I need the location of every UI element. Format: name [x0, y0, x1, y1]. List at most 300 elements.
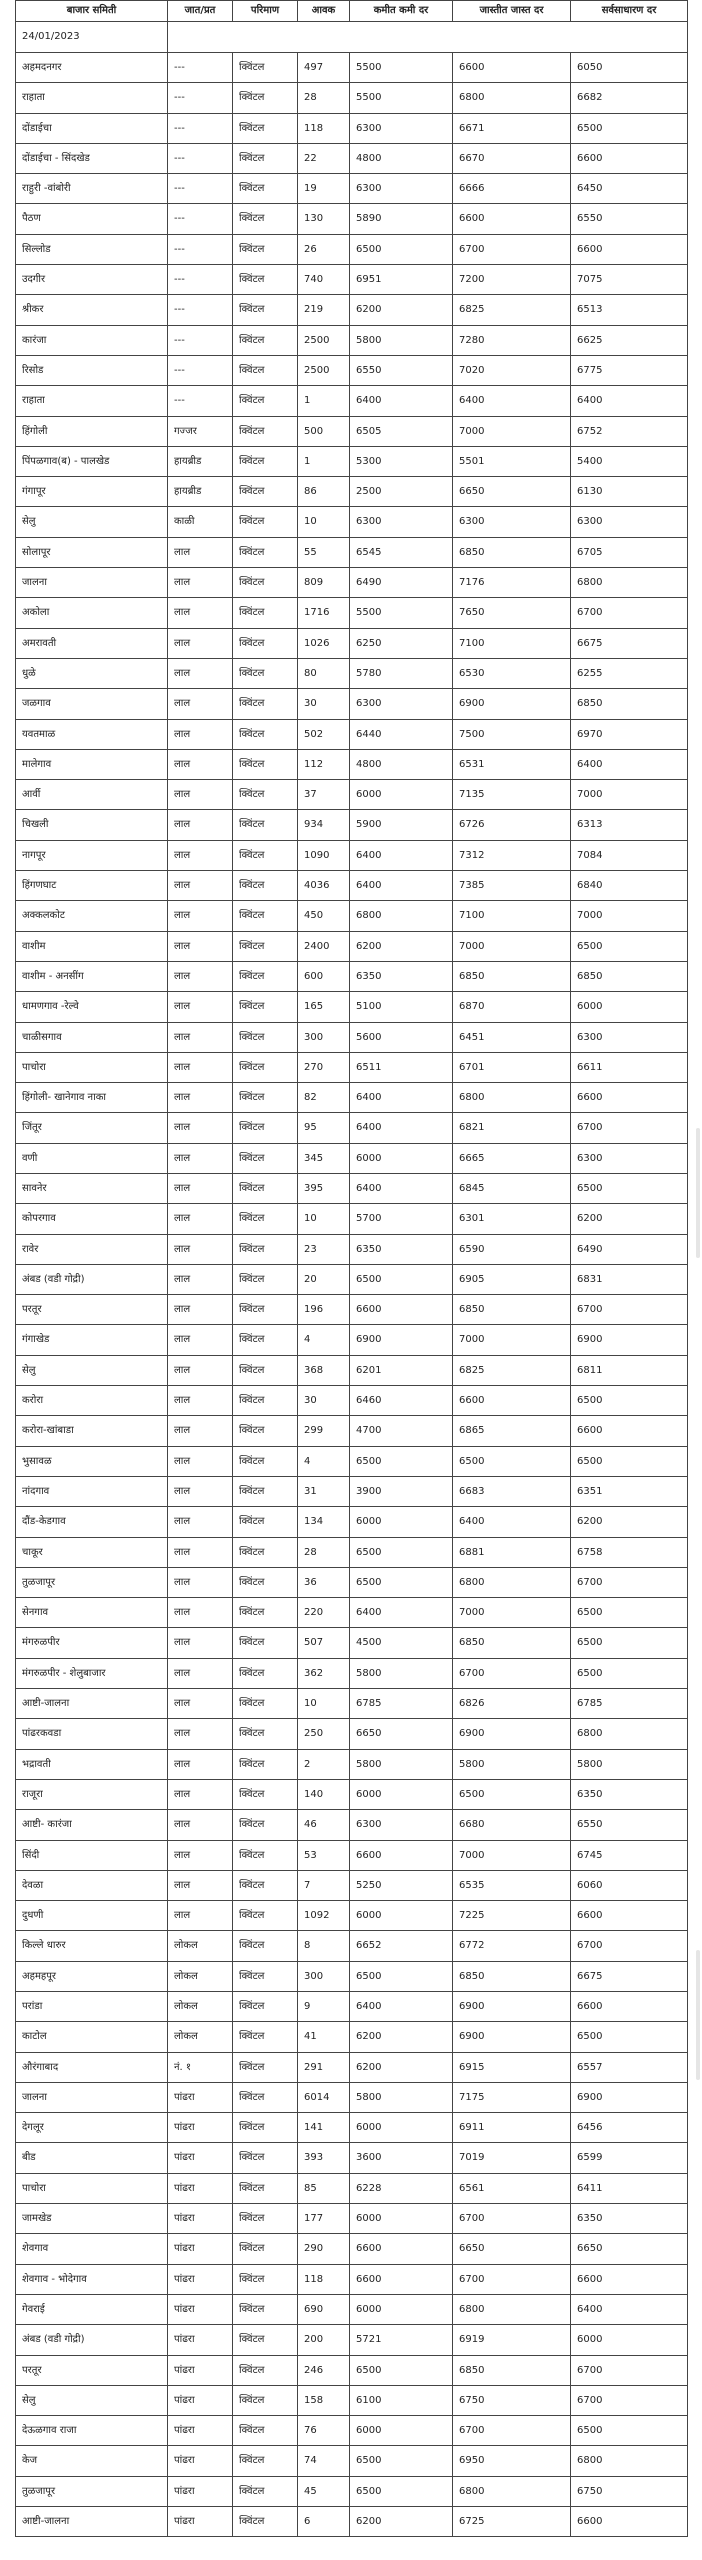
cell-modal-price: 6490	[571, 1234, 688, 1264]
cell-modal-price: 6500	[571, 931, 688, 961]
cell-min-price: 6652	[350, 1931, 453, 1961]
cell-modal-price: 6700	[571, 2355, 688, 2385]
cell-market: मंगरुळपीर - शेलुबाजार	[16, 1658, 168, 1688]
cell-arrival: 7	[298, 1870, 350, 1900]
cell-min-price: 6951	[350, 265, 453, 295]
cell-min-price: 6900	[350, 1325, 453, 1355]
cell-max-price: 6826	[453, 1689, 571, 1719]
table-row	[16, 1961, 688, 1991]
cell-modal-price: 6313	[571, 810, 688, 840]
table-row	[16, 143, 688, 173]
cell-modal-price: 6758	[571, 1537, 688, 1567]
cell-arrival: 300	[298, 1022, 350, 1052]
cell-modal-price: 7075	[571, 265, 688, 295]
table-row	[16, 1992, 688, 2022]
cell-max-price: 6665	[453, 1143, 571, 1173]
cell-market: अंबड (वडी गोद्री)	[16, 2325, 168, 2355]
cell-arrival: 4036	[298, 871, 350, 901]
cell-variety: ---	[168, 355, 233, 385]
cell-variety: लाल	[168, 1779, 233, 1809]
cell-min-price: 6200	[350, 2052, 453, 2082]
table-row	[16, 2113, 688, 2143]
cell-unit: क्विंटल	[233, 1355, 298, 1385]
cell-min-price: 6500	[350, 234, 453, 264]
cell-arrival: 345	[298, 1143, 350, 1173]
cell-min-price: 6511	[350, 1052, 453, 1082]
cell-min-price: 6400	[350, 386, 453, 416]
cell-min-price: 4800	[350, 143, 453, 173]
cell-modal-price: 6350	[571, 1779, 688, 1809]
cell-modal-price: 6200	[571, 1204, 688, 1234]
cell-modal-price: 6500	[571, 113, 688, 143]
cell-market: राहाता	[16, 386, 168, 416]
cell-min-price: 6350	[350, 1234, 453, 1264]
cell-variety: लाल	[168, 1870, 233, 1900]
cell-arrival: 299	[298, 1416, 350, 1446]
table-row	[16, 689, 688, 719]
cell-max-price: 7176	[453, 568, 571, 598]
table-row	[16, 1901, 688, 1931]
cell-min-price: 6200	[350, 931, 453, 961]
cell-arrival: 177	[298, 2204, 350, 2234]
cell-arrival: 8	[298, 1931, 350, 1961]
table-row	[16, 2052, 688, 2082]
cell-min-price: 6000	[350, 780, 453, 810]
cell-variety: लाल	[168, 1204, 233, 1234]
cell-max-price: 6900	[453, 689, 571, 719]
cell-arrival: 55	[298, 537, 350, 567]
cell-unit: क्विंटल	[233, 1476, 298, 1506]
cell-market: राजूरा	[16, 1779, 168, 1809]
table-row	[16, 628, 688, 658]
cell-min-price: 6400	[350, 1113, 453, 1143]
cell-variety: लाल	[168, 1598, 233, 1628]
cell-market: वणी	[16, 1143, 168, 1173]
cell-modal-price: 6500	[571, 1598, 688, 1628]
cell-arrival: 53	[298, 1840, 350, 1870]
table-row	[16, 1446, 688, 1476]
cell-market: जळगाव	[16, 689, 168, 719]
cell-unit: क्विंटल	[233, 1234, 298, 1264]
cell-unit: क्विंटल	[233, 1779, 298, 1809]
cell-min-price: 6000	[350, 2204, 453, 2234]
header-market: बाजार समिती	[16, 1, 168, 22]
cell-variety: लाल	[168, 871, 233, 901]
cell-unit: क्विंटल	[233, 1386, 298, 1416]
scrollbar-thumb-lower[interactable]	[696, 1950, 700, 2080]
cell-modal-price: 6775	[571, 355, 688, 385]
table-row	[16, 1689, 688, 1719]
cell-unit: क्विंटल	[233, 1961, 298, 1991]
table-row	[16, 1719, 688, 1749]
cell-arrival: 28	[298, 83, 350, 113]
cell-modal-price: 6675	[571, 628, 688, 658]
cell-arrival: 10	[298, 1204, 350, 1234]
cell-max-price: 6700	[453, 1658, 571, 1688]
cell-arrival: 1092	[298, 1901, 350, 1931]
cell-market: केज	[16, 2446, 168, 2476]
table-row	[16, 2234, 688, 2264]
cell-modal-price: 6800	[571, 2446, 688, 2476]
cell-min-price: 6440	[350, 719, 453, 749]
cell-modal-price: 6500	[571, 1658, 688, 1688]
cell-variety: हायब्रीड	[168, 446, 233, 476]
cell-min-price: 6500	[350, 1567, 453, 1597]
cell-min-price: 6400	[350, 1598, 453, 1628]
cell-arrival: 118	[298, 113, 350, 143]
cell-min-price: 6650	[350, 1719, 453, 1749]
cell-variety: पांढरा	[168, 2173, 233, 2203]
cell-market: परतूर	[16, 2355, 168, 2385]
cell-unit: क्विंटल	[233, 1658, 298, 1688]
cell-unit: क्विंटल	[233, 2234, 298, 2264]
cell-modal-price: 6500	[571, 1386, 688, 1416]
cell-modal-price: 6611	[571, 1052, 688, 1082]
cell-variety: लाल	[168, 931, 233, 961]
table-row	[16, 1658, 688, 1688]
cell-market: रावेर	[16, 1234, 168, 1264]
cell-arrival: 19	[298, 174, 350, 204]
cell-modal-price: 7000	[571, 901, 688, 931]
cell-market: धामणगाव -रेल्वे	[16, 992, 168, 1022]
cell-variety: पांढरा	[168, 2264, 233, 2294]
cell-unit: क्विंटल	[233, 1022, 298, 1052]
cell-variety: गज्जर	[168, 416, 233, 446]
cell-market: पैठण	[16, 204, 168, 234]
cell-modal-price: 6900	[571, 1325, 688, 1355]
cell-min-price: 2500	[350, 477, 453, 507]
cell-min-price: 5300	[350, 446, 453, 476]
cell-max-price: 6670	[453, 143, 571, 173]
cell-unit: क्विंटल	[233, 2082, 298, 2112]
table-row	[16, 2022, 688, 2052]
cell-max-price: 7225	[453, 1901, 571, 1931]
cell-min-price: 5800	[350, 1749, 453, 1779]
cell-arrival: 134	[298, 1507, 350, 1537]
cell-max-price: 6911	[453, 2113, 571, 2143]
cell-unit: क्विंटल	[233, 1870, 298, 1900]
table-row	[16, 1598, 688, 1628]
cell-max-price: 6700	[453, 2204, 571, 2234]
cell-arrival: 2500	[298, 325, 350, 355]
cell-arrival: 934	[298, 810, 350, 840]
cell-market: आष्टी-जालना	[16, 1689, 168, 1719]
cell-arrival: 10	[298, 1689, 350, 1719]
cell-modal-price: 6400	[571, 749, 688, 779]
cell-unit: क्विंटल	[233, 749, 298, 779]
cell-modal-price: 6600	[571, 1083, 688, 1113]
table-row	[16, 1628, 688, 1658]
cell-modal-price: 6752	[571, 416, 688, 446]
cell-unit: क्विंटल	[233, 2355, 298, 2385]
cell-arrival: 368	[298, 1355, 350, 1385]
cell-variety: ---	[168, 143, 233, 173]
cell-unit: क्विंटल	[233, 325, 298, 355]
cell-max-price: 6800	[453, 1567, 571, 1597]
cell-market: औरंगाबाद	[16, 2052, 168, 2082]
cell-arrival: 6	[298, 2507, 350, 2537]
cell-max-price: 7100	[453, 628, 571, 658]
cell-variety: पांढरा	[168, 2416, 233, 2446]
cell-max-price: 6900	[453, 1719, 571, 1749]
cell-min-price: 6201	[350, 1355, 453, 1385]
cell-market: वाशीम - अनसींग	[16, 961, 168, 991]
cell-arrival: 1	[298, 386, 350, 416]
cell-unit: क्विंटल	[233, 1204, 298, 1234]
cell-unit: क्विंटल	[233, 628, 298, 658]
cell-variety: ---	[168, 234, 233, 264]
cell-market: हिंगोली	[16, 416, 168, 446]
cell-market: सावनेर	[16, 1173, 168, 1203]
cell-modal-price: 6700	[571, 1295, 688, 1325]
cell-min-price: 6785	[350, 1689, 453, 1719]
cell-min-price: 5890	[350, 204, 453, 234]
cell-max-price: 6301	[453, 1204, 571, 1234]
cell-modal-price: 6700	[571, 2385, 688, 2415]
cell-arrival: 37	[298, 780, 350, 810]
cell-arrival: 31	[298, 1476, 350, 1506]
cell-modal-price: 6600	[571, 1416, 688, 1446]
cell-max-price: 6650	[453, 2234, 571, 2264]
table-row	[16, 174, 688, 204]
cell-min-price: 6600	[350, 1840, 453, 1870]
cell-unit: क्विंटल	[233, 1295, 298, 1325]
table-row	[16, 477, 688, 507]
cell-arrival: 1	[298, 446, 350, 476]
cell-modal-price: 6600	[571, 234, 688, 264]
cell-min-price: 6545	[350, 537, 453, 567]
cell-arrival: 4	[298, 1446, 350, 1476]
cell-modal-price: 6850	[571, 689, 688, 719]
cell-unit: क्विंटल	[233, 2294, 298, 2324]
cell-max-price: 6850	[453, 1628, 571, 1658]
cell-min-price: 6100	[350, 2385, 453, 2415]
cell-variety: पांढरा	[168, 2143, 233, 2173]
cell-unit: क्विंटल	[233, 961, 298, 991]
cell-max-price: 6600	[453, 204, 571, 234]
cell-max-price: 6300	[453, 507, 571, 537]
cell-modal-price: 6600	[571, 1901, 688, 1931]
table-row	[16, 1840, 688, 1870]
cell-unit: क्विंटल	[233, 416, 298, 446]
cell-modal-price: 5400	[571, 446, 688, 476]
cell-variety: पांढरा	[168, 2507, 233, 2537]
cell-unit: क्विंटल	[233, 780, 298, 810]
cell-modal-price: 6351	[571, 1476, 688, 1506]
cell-max-price: 7000	[453, 416, 571, 446]
cell-market: अमरावती	[16, 628, 168, 658]
cell-market: अंबड (वडी गोद्री)	[16, 1264, 168, 1294]
cell-max-price: 6725	[453, 2507, 571, 2537]
cell-variety: ---	[168, 204, 233, 234]
cell-arrival: 200	[298, 2325, 350, 2355]
cell-max-price: 6825	[453, 1355, 571, 1385]
cell-market: सेनगाव	[16, 1598, 168, 1628]
cell-variety: लोकल	[168, 1931, 233, 1961]
cell-market: भद्रावती	[16, 1749, 168, 1779]
table-row	[16, 992, 688, 1022]
cell-max-price: 7500	[453, 719, 571, 749]
cell-min-price: 5721	[350, 2325, 453, 2355]
cell-modal-price: 6700	[571, 1113, 688, 1143]
table-row	[16, 568, 688, 598]
cell-max-price: 6825	[453, 295, 571, 325]
cell-min-price: 6400	[350, 1992, 453, 2022]
cell-min-price: 3900	[350, 1476, 453, 1506]
header-variety: जात/प्रत	[168, 1, 233, 22]
cell-modal-price: 6400	[571, 2294, 688, 2324]
table-row	[16, 2294, 688, 2324]
cell-max-price: 6590	[453, 1234, 571, 1264]
cell-max-price: 6881	[453, 1537, 571, 1567]
cell-market: करोरा-खांबाडा	[16, 1416, 168, 1446]
cell-modal-price: 6600	[571, 2264, 688, 2294]
cell-variety: लाल	[168, 1083, 233, 1113]
cell-modal-price: 6050	[571, 53, 688, 83]
cell-unit: क्विंटल	[233, 174, 298, 204]
cell-modal-price: 6500	[571, 2416, 688, 2446]
cell-max-price: 6600	[453, 53, 571, 83]
cell-max-price: 6680	[453, 1810, 571, 1840]
table-row	[16, 234, 688, 264]
cell-modal-price: 6500	[571, 1628, 688, 1658]
cell-market: तुळजापूर	[16, 2476, 168, 2506]
cell-modal-price: 6600	[571, 2507, 688, 2537]
cell-min-price: 5500	[350, 598, 453, 628]
cell-modal-price: 6682	[571, 83, 688, 113]
scrollbar-thumb-upper[interactable]	[696, 1128, 700, 1258]
cell-min-price: 6500	[350, 2355, 453, 2385]
cell-market: नांदगाव	[16, 1476, 168, 1506]
table-row	[16, 749, 688, 779]
cell-min-price: 6505	[350, 416, 453, 446]
cell-modal-price: 6785	[571, 1689, 688, 1719]
cell-variety: लाल	[168, 1901, 233, 1931]
cell-arrival: 393	[298, 2143, 350, 2173]
cell-arrival: 45	[298, 2476, 350, 2506]
cell-max-price: 7385	[453, 871, 571, 901]
table-row	[16, 1325, 688, 1355]
cell-min-price: 4500	[350, 1628, 453, 1658]
cell-min-price: 5900	[350, 810, 453, 840]
cell-market: चाळीसगाव	[16, 1022, 168, 1052]
cell-max-price: 6800	[453, 2476, 571, 2506]
table-row	[16, 1567, 688, 1597]
cell-variety: पांढरा	[168, 2476, 233, 2506]
cell-variety: लाल	[168, 1658, 233, 1688]
cell-variety: पांढरा	[168, 2294, 233, 2324]
cell-market: दुधणी	[16, 1901, 168, 1931]
table-row	[16, 1113, 688, 1143]
cell-unit: क्विंटल	[233, 840, 298, 870]
cell-variety: पांढरा	[168, 2234, 233, 2264]
cell-min-price: 6200	[350, 2022, 453, 2052]
table-row	[16, 780, 688, 810]
cell-max-price: 6850	[453, 537, 571, 567]
cell-min-price: 5250	[350, 1870, 453, 1900]
cell-min-price: 6400	[350, 1173, 453, 1203]
cell-max-price: 7135	[453, 780, 571, 810]
cell-variety: हायब्रीड	[168, 477, 233, 507]
cell-min-price: 6600	[350, 1295, 453, 1325]
cell-arrival: 165	[298, 992, 350, 1022]
cell-unit: क्विंटल	[233, 1749, 298, 1779]
cell-market: जालना	[16, 568, 168, 598]
cell-variety: लाल	[168, 1113, 233, 1143]
table-row	[16, 1931, 688, 1961]
cell-min-price: 6000	[350, 2416, 453, 2446]
cell-min-price: 6228	[350, 2173, 453, 2203]
cell-market: किल्ले धारुर	[16, 1931, 168, 1961]
cell-variety: ---	[168, 325, 233, 355]
cell-min-price: 6000	[350, 1507, 453, 1537]
cell-arrival: 507	[298, 1628, 350, 1658]
date-row	[16, 22, 688, 53]
cell-max-price: 7000	[453, 1840, 571, 1870]
cell-arrival: 500	[298, 416, 350, 446]
cell-market: हिंगोली- खानेगाव नाका	[16, 1083, 168, 1113]
cell-max-price: 6750	[453, 2385, 571, 2415]
cell-modal-price: 6700	[571, 598, 688, 628]
cell-unit: क्विंटल	[233, 1537, 298, 1567]
cell-unit: क्विंटल	[233, 1719, 298, 1749]
cell-unit: क्विंटल	[233, 446, 298, 476]
cell-variety: लाल	[168, 1476, 233, 1506]
cell-variety: लाल	[168, 1022, 233, 1052]
cell-arrival: 2	[298, 1749, 350, 1779]
cell-arrival: 80	[298, 658, 350, 688]
cell-min-price: 4700	[350, 1416, 453, 1446]
cell-unit: क्विंटल	[233, 992, 298, 1022]
cell-variety: लाल	[168, 1840, 233, 1870]
cell-market: दोंडाईचा - सिंदखेड	[16, 143, 168, 173]
cell-arrival: 270	[298, 1052, 350, 1082]
cell-unit: क्विंटल	[233, 2113, 298, 2143]
cell-variety: पांढरा	[168, 2446, 233, 2476]
cell-min-price: 6200	[350, 2507, 453, 2537]
cell-variety: पांढरा	[168, 2113, 233, 2143]
table-row	[16, 658, 688, 688]
table-row	[16, 2082, 688, 2112]
cell-variety: लाल	[168, 1507, 233, 1537]
cell-unit: क्विंटल	[233, 1840, 298, 1870]
table-row	[16, 961, 688, 991]
cell-max-price: 5800	[453, 1749, 571, 1779]
cell-arrival: 140	[298, 1779, 350, 1809]
date-cell: 24/01/2023	[16, 22, 168, 53]
cell-variety: लोकल	[168, 2022, 233, 2052]
cell-unit: क्विंटल	[233, 1598, 298, 1628]
cell-unit: क्विंटल	[233, 1628, 298, 1658]
cell-arrival: 26	[298, 234, 350, 264]
cell-unit: क्विंटल	[233, 2416, 298, 2446]
cell-modal-price: 6550	[571, 204, 688, 234]
cell-market: परांडा	[16, 1992, 168, 2022]
header-min-price: कमीत कमी दर	[350, 1, 453, 22]
cell-variety: लाल	[168, 1628, 233, 1658]
cell-max-price: 6701	[453, 1052, 571, 1082]
cell-max-price: 6865	[453, 1416, 571, 1446]
cell-variety: लाल	[168, 1567, 233, 1597]
table-row	[16, 1234, 688, 1264]
cell-unit: क्विंटल	[233, 1113, 298, 1143]
cell-max-price: 6800	[453, 1083, 571, 1113]
cell-variety: पांढरा	[168, 2325, 233, 2355]
cell-modal-price: 6400	[571, 386, 688, 416]
cell-market: कारंजा	[16, 325, 168, 355]
market-price-table	[15, 0, 688, 2537]
cell-arrival: 112	[298, 749, 350, 779]
